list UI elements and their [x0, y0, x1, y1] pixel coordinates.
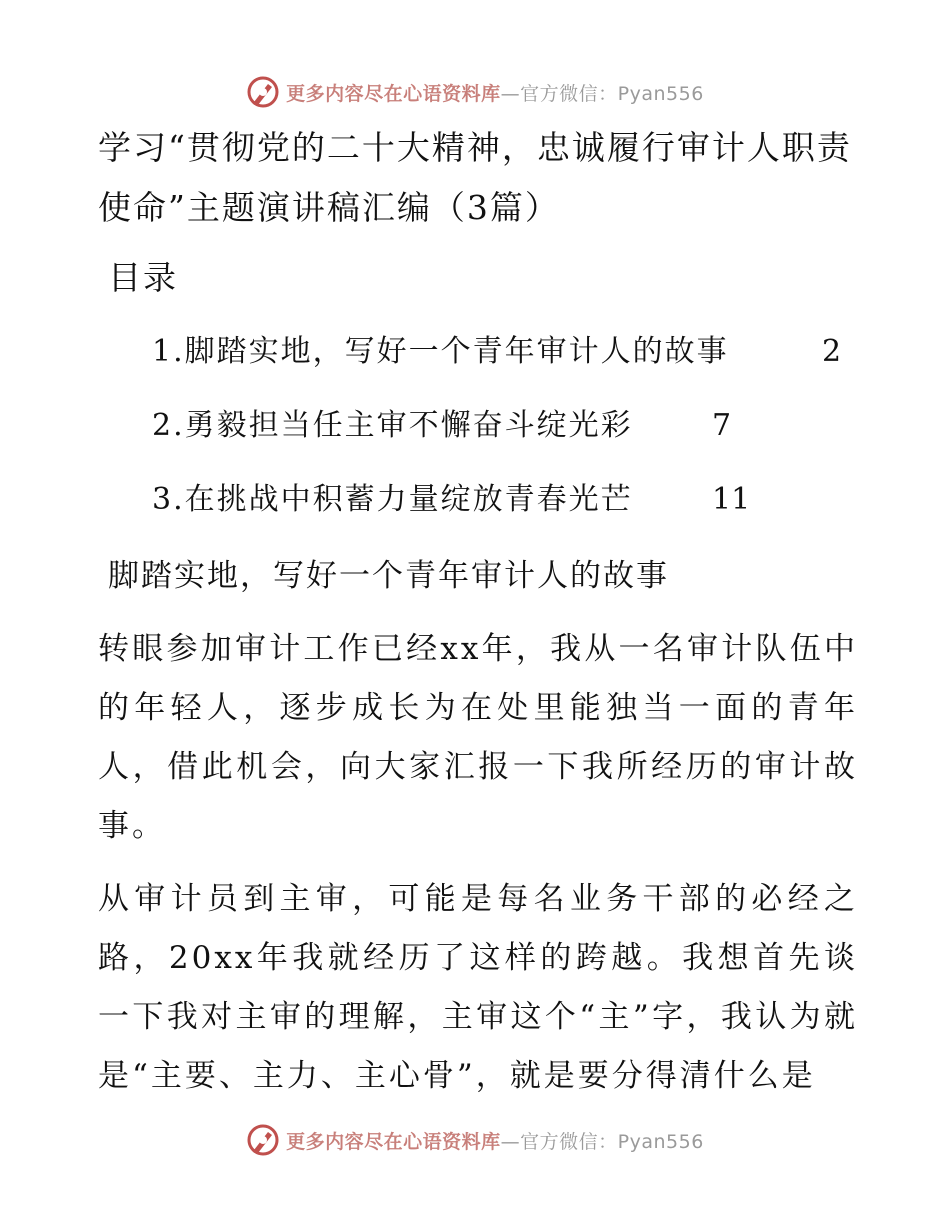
watermark-main: 更多内容尽在心语资料库	[286, 1130, 501, 1153]
footer-watermark	[0, 1120, 950, 1160]
watermark-text	[286, 1127, 704, 1154]
toc-item-2-label: 2.勇毅担当任主审不懈奋斗绽光彩	[152, 408, 633, 443]
pen-logo-icon	[246, 1123, 280, 1157]
header-watermark	[0, 72, 950, 112]
watermark-sub: —官方微信：Pyan556	[500, 82, 704, 105]
watermark-main: 更多内容尽在心语资料库	[286, 82, 501, 105]
toc-item-3-label: 3.在挑战中积蓄力量绽放青春光芒	[152, 482, 633, 517]
pen-logo-icon	[246, 75, 280, 109]
toc-item-3-page: 11	[712, 482, 751, 517]
paragraph-2: 从审计员到主审，可能是每名业务干部的必经之路，20xx年我就经历了这样的跨越。我想首先谈一下我对主审的理解，主审这个“主”字，我认为就是“主要、主力、主心骨”，就是要分得清什么是	[98, 881, 858, 1094]
watermark-sub: —官方微信：Pyan556	[500, 1130, 704, 1153]
toc-item-1-page: 2	[822, 334, 842, 369]
toc-heading: 目录	[108, 258, 178, 297]
toc-item-2-page: 7	[712, 408, 732, 443]
paragraph-1: 转眼参加审计工作已经xx年，我从一名审计队伍中的年轻人，逐步成长为在处里能独当一面的青年人，借此机会，向大家汇报一下我所经历的审计故事。	[98, 631, 858, 844]
toc-item-1-label: 1.脚踏实地，写好一个青年审计人的故事	[152, 334, 729, 369]
section-heading: 脚踏实地，写好一个青年审计人的故事	[108, 558, 669, 594]
document-title: 学习“贯彻党的二十大精神，忠诚履行审计人职责使命”主题演讲稿汇编（3篇）	[98, 128, 852, 227]
watermark-text	[286, 79, 704, 106]
